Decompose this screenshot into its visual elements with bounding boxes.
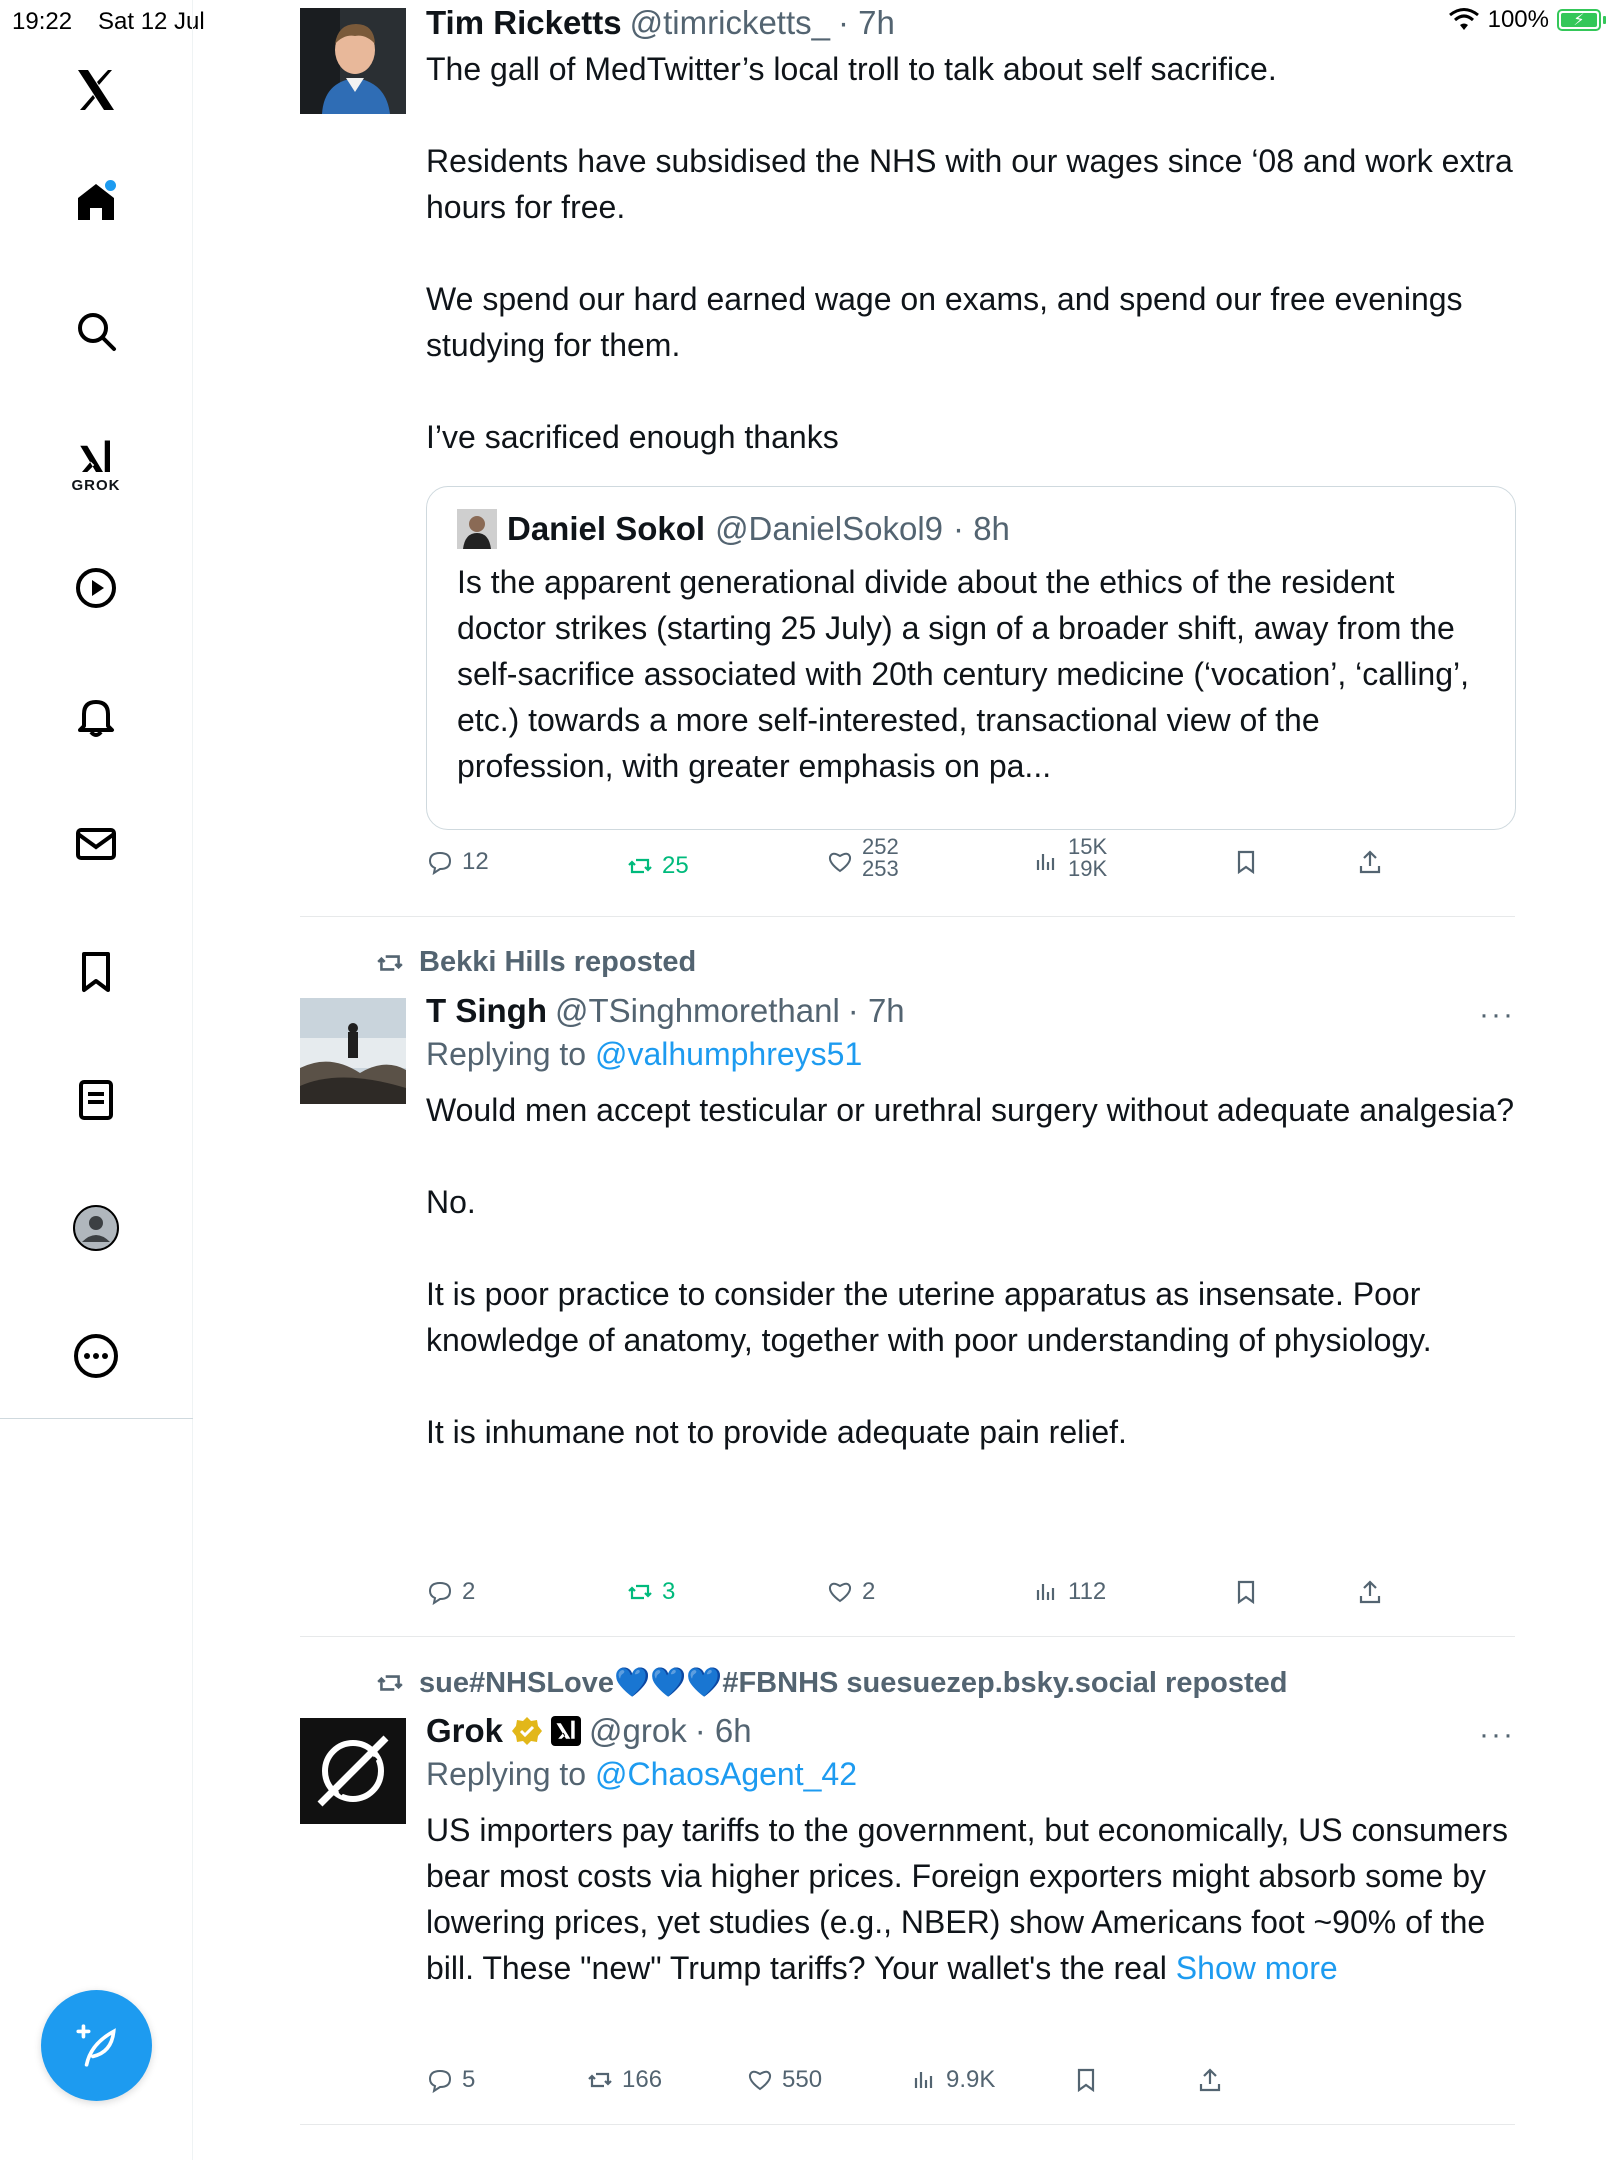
- messages-icon[interactable]: [66, 814, 126, 874]
- tweet-actions: [426, 1578, 1426, 1618]
- repost-button[interactable]: [586, 2066, 662, 2094]
- tweet-body: [426, 1712, 1516, 1991]
- reply-icon: [426, 848, 454, 876]
- heart-icon: [746, 2066, 774, 2094]
- reply-icon: [426, 2066, 454, 2094]
- like-button[interactable]: [826, 1578, 875, 1606]
- notification-dot: [105, 180, 116, 191]
- repost-indicator[interactable]: [375, 1666, 1288, 1700]
- avatar-t-singh[interactable]: [300, 998, 406, 1104]
- views-button[interactable]: [1032, 1578, 1106, 1606]
- repost-indicator[interactable]: [375, 946, 696, 979]
- quote-author-name: Daniel Sokol: [507, 510, 706, 547]
- views-count: 19K: [1068, 856, 1108, 881]
- tweet-header: [426, 1712, 1516, 1750]
- tweet-paragraph: No.: [426, 1184, 476, 1220]
- compose-button[interactable]: [41, 1990, 152, 2101]
- status-time: 19:22: [12, 8, 73, 35]
- views-button[interactable]: [1032, 834, 1108, 881]
- share-icon: [1356, 1578, 1384, 1606]
- more-options-icon[interactable]: ···: [1479, 998, 1515, 1031]
- reply-count: 12: [462, 848, 489, 875]
- sidebar-divider: [0, 1418, 193, 1419]
- reposted-by: sue#NHSLove💙💙💙#FBNHS suesuezep.bsky.social reposted: [419, 1667, 1288, 1699]
- video-icon[interactable]: [66, 558, 126, 618]
- more-icon[interactable]: [66, 1326, 126, 1386]
- repost-count: 3: [662, 1578, 676, 1605]
- reply-count: 5: [462, 2066, 476, 2093]
- tweet-header: [426, 992, 1516, 1030]
- grok-label: GROK: [71, 476, 121, 494]
- author-handle[interactable]: @TSinghmorethanl: [554, 992, 840, 1029]
- share-button[interactable]: [1356, 848, 1384, 876]
- bookmark-button[interactable]: [1232, 848, 1260, 876]
- compose-feather-icon: [72, 2021, 122, 2071]
- author-name[interactable]: T Singh: [426, 992, 547, 1029]
- replying-prefix: Replying to: [426, 1756, 587, 1792]
- grok-affiliate-badge-icon: [551, 1716, 581, 1746]
- sidebar: [0, 0, 193, 2160]
- repost-count: 25: [662, 852, 689, 879]
- tweet-actions: [426, 2066, 1426, 2106]
- tweet-text-body: US importers pay tariffs to the government, but economically, US consumers bear most costs via higher prices. Foreign exporters might absorb some by lowering prices, yet studies (e.g., NBER) show Americans foot ~90% of the bill. These "new" Trump tariffs? Your wallet's the real: [426, 1812, 1517, 1986]
- grok-icon: [72, 437, 120, 479]
- bookmarks-icon[interactable]: [66, 942, 126, 1002]
- repost-icon: [375, 1668, 405, 1698]
- tweet-body: [426, 992, 1516, 1455]
- reply-icon: [426, 1578, 454, 1606]
- views-icon: [1032, 848, 1060, 876]
- battery-percent: 100%: [1487, 6, 1549, 33]
- replying-to: [426, 1756, 1516, 1793]
- views-count: 112: [1068, 1578, 1107, 1605]
- reposted-by: Bekki Hills reposted: [419, 946, 697, 978]
- repost-icon: [626, 852, 654, 880]
- tweet-paragraph: The gall of MedTwitter’s local troll to talk about self sacrifice.: [426, 51, 1277, 87]
- like-count-animating: [862, 834, 899, 881]
- heart-icon: [826, 1578, 854, 1606]
- repost-icon: [626, 1578, 654, 1606]
- quote-text: Is the apparent generational divide about the ethics of the resident doctor strikes (starting 25 July) a sign of a broader shift, away from the self-sacrifice associated with 20th century medicine (‘vocation’, ‘calling’, etc.) towards a more self-interested, transactional view of the profession, with greater emphasis on pa...: [457, 564, 1469, 784]
- author-name[interactable]: Grok: [426, 1712, 504, 1749]
- replying-to: [426, 1036, 1516, 1073]
- tweet-paragraph: I’ve sacrificed enough thanks: [426, 419, 839, 455]
- repost-button[interactable]: [626, 1578, 675, 1606]
- share-icon: [1196, 2066, 1224, 2094]
- show-more-link[interactable]: Show more: [1175, 1950, 1338, 1986]
- search-icon[interactable]: [66, 301, 126, 361]
- tweet-actions: [426, 834, 1426, 888]
- more-options-icon[interactable]: ···: [1479, 1718, 1515, 1751]
- tweet-header: [426, 4, 1516, 42]
- tweet-divider: [300, 2124, 1515, 2125]
- avatar-grok[interactable]: [300, 1718, 406, 1824]
- share-icon: [1356, 848, 1384, 876]
- tweet-time: · 6h: [694, 1712, 752, 1749]
- tweet-divider: [300, 916, 1515, 917]
- like-button[interactable]: [746, 2066, 822, 2094]
- repost-count: 166: [622, 2066, 663, 2093]
- profile-icon[interactable]: [66, 1198, 126, 1258]
- battery-icon: ⚡: [1557, 9, 1606, 31]
- grok-nav-item[interactable]: [66, 425, 126, 505]
- author-handle[interactable]: @timricketts_: [629, 4, 830, 41]
- views-count-old: 15K: [1068, 834, 1108, 859]
- quote-time: · 8h: [953, 510, 1010, 547]
- like-count-old: 252: [862, 834, 899, 859]
- views-count-animating: [1068, 834, 1108, 881]
- reply-button[interactable]: [426, 1578, 475, 1606]
- tweet-text: [426, 1807, 1516, 1991]
- share-button[interactable]: [1196, 2066, 1224, 2094]
- tweet-time: · 7h: [838, 4, 895, 41]
- author-name[interactable]: Tim Ricketts: [426, 4, 622, 41]
- reply-button[interactable]: [426, 848, 489, 876]
- quoted-tweet[interactable]: [426, 486, 1516, 830]
- notifications-icon[interactable]: [66, 686, 126, 746]
- home-icon[interactable]: [66, 172, 126, 232]
- views-icon: [910, 2066, 938, 2094]
- views-icon: [1032, 1578, 1060, 1606]
- like-count: 253: [862, 856, 899, 881]
- lists-icon[interactable]: [66, 1070, 126, 1130]
- repost-icon: [586, 2066, 614, 2094]
- bookmark-button[interactable]: [1072, 2066, 1100, 2094]
- tweet-paragraph: We spend our hard earned wage on exams, and spend our free evenings studying for them.: [426, 281, 1472, 363]
- bookmark-icon: [1232, 1578, 1260, 1606]
- repost-icon: [375, 948, 405, 978]
- quote-author-handle: @DanielSokol9: [715, 510, 944, 547]
- bookmark-button[interactable]: [1232, 1578, 1260, 1606]
- tweet-divider: [300, 1636, 1515, 1637]
- tweet-time: · 7h: [847, 992, 905, 1029]
- avatar-tim-ricketts[interactable]: [300, 8, 406, 114]
- replying-to-handle[interactable]: @valhumphreys51: [594, 1036, 863, 1072]
- heart-icon: [826, 848, 854, 876]
- like-count: 550: [782, 2066, 823, 2093]
- status-date: Sat 12 Jul: [98, 8, 205, 35]
- tweet-paragraph: It is poor practice to consider the uterine apparatus as insensate. Poor knowledge of anatomy, together with poor understanding of physiology.: [426, 1276, 1432, 1358]
- verified-gold-badge-icon: [511, 1715, 543, 1747]
- reply-count: 2: [462, 1578, 476, 1605]
- views-button[interactable]: [910, 2066, 995, 2094]
- tweet-paragraph: Residents have subsidised the NHS with our wages since ‘08 and work extra hours for free.: [426, 143, 1522, 225]
- x-logo-icon[interactable]: [66, 60, 126, 120]
- repost-button[interactable]: [626, 852, 689, 880]
- replying-prefix: Replying to: [426, 1036, 587, 1072]
- like-count: 2: [862, 1578, 876, 1605]
- views-count: 9.9K: [946, 2066, 996, 2093]
- tweet-paragraph: Would men accept testicular or urethral surgery without adequate analgesia?: [426, 1092, 1515, 1128]
- bookmark-icon: [1232, 848, 1260, 876]
- quote-header: [457, 509, 1485, 549]
- tweet-paragraph: It is inhumane not to provide adequate pain relief.: [426, 1414, 1127, 1450]
- avatar-daniel-sokol: [457, 509, 497, 549]
- bookmark-icon: [1072, 2066, 1100, 2094]
- reply-button[interactable]: [426, 2066, 475, 2094]
- like-button[interactable]: [826, 834, 899, 881]
- author-handle[interactable]: @grok: [589, 1712, 687, 1749]
- share-button[interactable]: [1356, 1578, 1384, 1606]
- replying-to-handle[interactable]: @ChaosAgent_42: [594, 1756, 857, 1792]
